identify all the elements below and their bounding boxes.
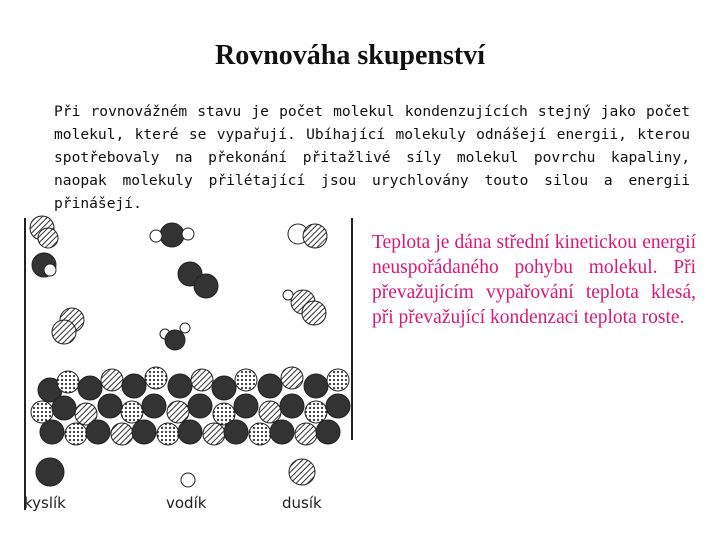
nitrogen-legend-icon	[289, 459, 315, 485]
legend-oxygen-label: kyslík	[24, 494, 66, 512]
page-title: Rovnováha skupenství	[215, 40, 485, 71]
hydrogen-legend-icon	[181, 473, 195, 487]
legend-nitrogen-label: dusík	[282, 494, 322, 512]
intro-paragraph: Při rovnovážném stavu je počet molekul kondenzujících stejný jako počet molekul, které se vypařují. Ubíhající molekuly odnášejí energii, kterou spotřebovaly na překonání přitažlivé síly molekul povrchu kapaliny, naopak molekuly přilétající jsou urychlovány touto silou a energii přinášejí.	[54, 103, 690, 212]
oxygen-legend-icon	[36, 458, 64, 486]
vapour-molecules	[30, 216, 327, 350]
legend-hydrogen-label: vodík	[166, 494, 207, 512]
molecule-illustration	[20, 210, 360, 530]
legend	[36, 458, 315, 487]
liquid-molecules	[31, 367, 350, 445]
temperature-paragraph: Teplota je dána střední kinetickou energií neuspořádaného pohybu molekul. Při převažujícím vypařování teplota klesá, při převažující kondenzaci teplota roste.	[372, 232, 696, 328]
